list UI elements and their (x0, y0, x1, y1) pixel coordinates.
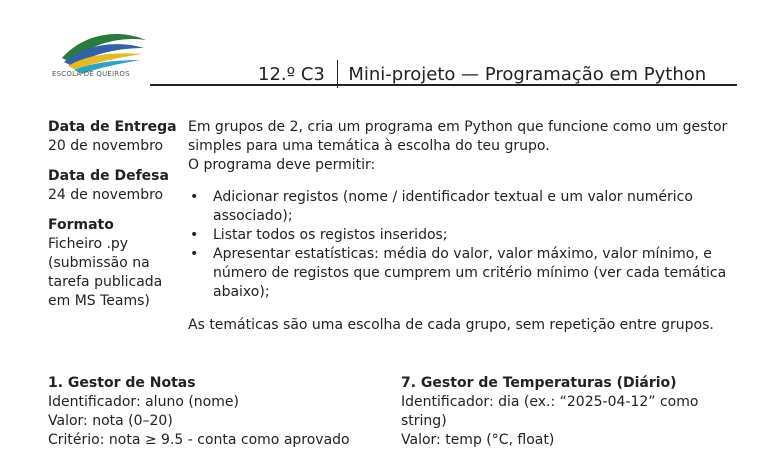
theme-line: Identificador: aluno (nome) (48, 394, 239, 410)
requirement-line: número de registos que cumprem um critério mínimo (ver cada temática (213, 265, 727, 281)
theme-title: 7. Gestor de Temperaturas (Diário) (401, 375, 677, 391)
themes-note: As temáticas são uma escolha de cada grupo, sem repetição entre grupos. (188, 317, 714, 333)
format-line: em MS Teams) (48, 293, 150, 309)
theme-block (401, 374, 731, 450)
theme-line: string) (401, 413, 447, 429)
delivery-date: 20 de novembro (48, 138, 164, 154)
format-line: (submissão na (48, 255, 150, 271)
intro-line: Em grupos de 2, cria um programa em Python que funcione como um gestor (188, 119, 728, 135)
format-line: tarefa publicada (48, 274, 163, 290)
requirement-item (188, 245, 748, 302)
page-title: Mini-projeto — Programação em Python (348, 63, 707, 85)
theme-block (48, 374, 378, 450)
requirement-line: • Apresentar estatísticas: média do valor, valor máximo, valor mínimo, e (213, 246, 712, 262)
intro-line: O programa deve permitir: (188, 157, 376, 173)
format-block (48, 216, 183, 311)
defense-date: 24 de novembro (48, 187, 164, 203)
theme-line: Identificador: dia (ex.: “2025-04-12” como (401, 394, 699, 410)
requirement-line: abaixo); (213, 284, 270, 300)
defense-label: Data de Defesa (48, 168, 169, 184)
class-label: 12.º C3 (258, 63, 325, 85)
requirement-line: associado); (213, 208, 293, 224)
info-sidebar (48, 118, 183, 322)
format-line: Ficheiro .py (48, 236, 129, 252)
intro-line: simples para uma temática à escolha do teu grupo. (188, 138, 550, 154)
delivery-label: Data de Entrega (48, 119, 177, 135)
format-label: Formato (48, 217, 114, 233)
theme-title: 1. Gestor de Notas (48, 375, 196, 391)
requirements-list (188, 188, 748, 302)
main-content (188, 118, 748, 335)
requirement-item (188, 226, 748, 245)
requirement-line: • Listar todos os registos inseridos; (213, 227, 448, 243)
delivery-block (48, 118, 183, 156)
defense-block (48, 167, 183, 205)
header-rule (150, 84, 737, 86)
logo-caption: ESCOLA DE QUEIROS (52, 70, 130, 78)
theme-line: Critério: nota ≥ 9.5 - conta como aprovado (48, 432, 350, 448)
requirement-item (188, 188, 748, 226)
requirement-line: • Adicionar registos (nome / identificador textual e um valor numérico (213, 189, 693, 205)
theme-line: Valor: temp (°C, float) (401, 432, 555, 448)
theme-line: Valor: nota (0–20) (48, 413, 173, 429)
